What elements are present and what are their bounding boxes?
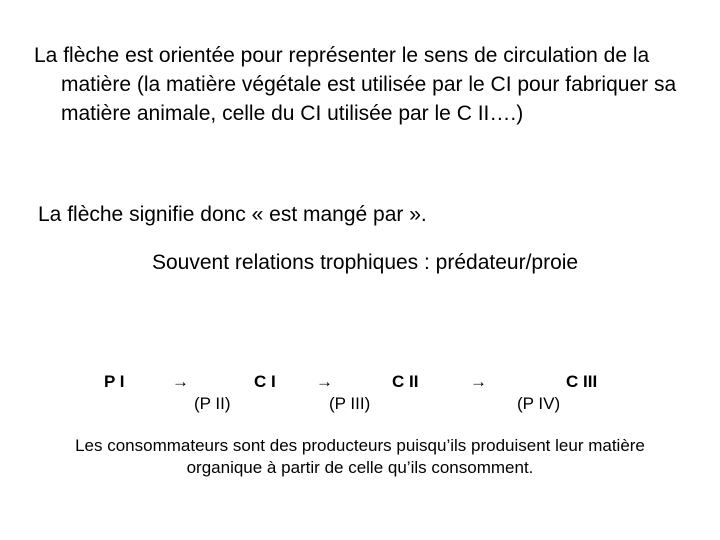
chain-arrow-2: → — [316, 372, 333, 391]
chain-producer-p1: P I — [104, 372, 125, 391]
chain-consumer-c2: C II — [392, 372, 419, 391]
chain-sub-p2: (P II) — [194, 394, 231, 413]
chain-arrow-3: → — [470, 372, 487, 391]
paragraph-orientation: La flèche est orientée pour représenter le sens de circulation de la matière (la matière végétale est utilisée par le CI pour fabriquer sa matière animale, celle du CI utilisée par le C II….) — [34, 44, 677, 125]
chain-arrow-1: → — [172, 372, 189, 391]
chain-sub-p3: (P III) — [329, 394, 371, 413]
chain-consumer-c3: C III — [566, 372, 598, 391]
paragraph-meaning: La flèche signifie donc « est mangé par ». — [38, 203, 427, 226]
chain-sub-p4: (P IV) — [517, 394, 561, 413]
chain-consumer-c1: C I — [254, 372, 276, 391]
conclusion-note: Les consommateurs sont des producteurs puisqu’ils produisent leur matière organique à partir de celle qu’ils consomment. — [75, 436, 645, 477]
paragraph-trophic-relations: Souvent relations trophiques : prédateur/proie — [152, 251, 579, 274]
